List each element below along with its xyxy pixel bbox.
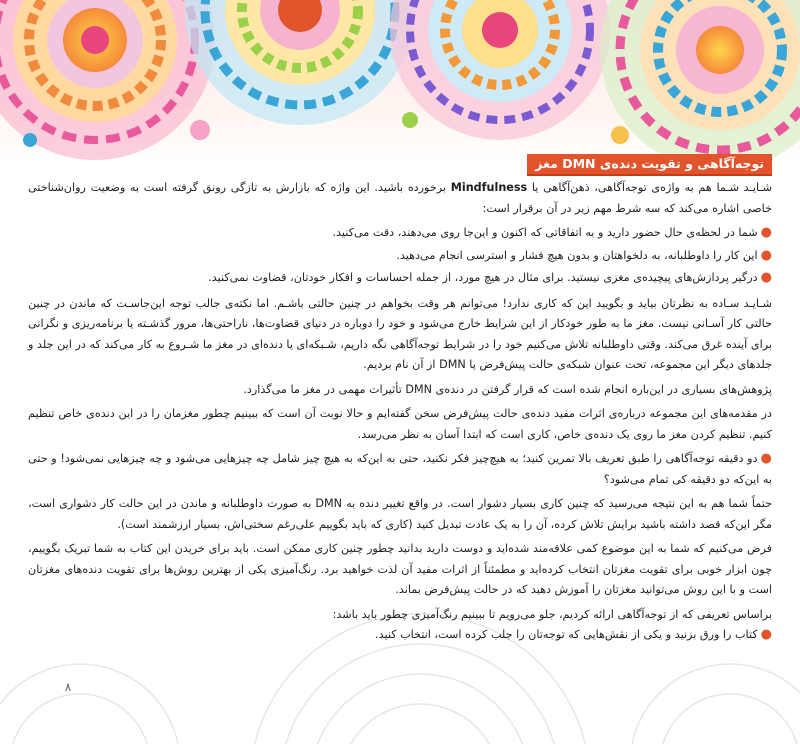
condition-text: این کار را داوطلبانه، به دلخواهتان و بدون هیچ فشار و استرسی انجام می‌دهید. — [396, 248, 758, 262]
bullet-icon: ● — [760, 247, 772, 263]
mandala-artwork — [0, 0, 800, 160]
mindfulness-term: Mindfulness — [450, 181, 528, 194]
exercise-item — [28, 449, 772, 490]
article-body — [28, 154, 772, 648]
bullet-icon: ● — [760, 225, 772, 240]
paragraph-definition: براساس تعریفی که از توجه‌آگاهی ارائه کردیم، جلو می‌رویم تا ببینیم رنگ‌آمیزی چطور باید باشد: — [332, 607, 772, 621]
condition-item — [28, 268, 772, 289]
intro-text-part1: شـایـد شـما هم به واژه‌ی توجه‌آگاهی، ذهن‌آگاهی یا — [527, 181, 772, 194]
section-title: توجه‌آگاهی و تقویت دنده‌ی DMN مغز — [527, 154, 772, 176]
paragraph-tuning: در مقدمه‌های این مجموعه درباره‌ی اثرات مفید دنده‌ی حالت پیش‌فرض سخن گفته‌ایم و حالا نوبت آن است که ببینیم چطور مغزمان را در این دنده‌ی خاص تنظیم کنیم. تنظیم کردن مغز ما روی یک دنده‌ی خاص، کاری است که ابتدا آسان به نظر می‌رسد. — [28, 407, 772, 441]
intro-text-part2: برخورده باشید. این واژه که بازارش به تازگی رونق گرفته است به وضعیت روان‌شناختی خاصی اشاره می‌کند که سه شرط مهم زیر در آن برقرار است: — [28, 181, 772, 215]
page-number: ۸ — [64, 680, 72, 694]
condition-item — [28, 246, 772, 267]
paragraph-coloring: فرض می‌کنیم که شما به این موضوع کمی علاقه‌مند شده‌اید و دوست دارید بدانید چطور چنین کاری ممکن است. باید برای خریدن این کتاب به شما تبریک بگوییم، چون ابزار خوبی برای تقویت مغزتان انتخاب کرده‌اید و مطمئناً از اثرات مفید آن لذت خواهید برد. رنگ‌آمیزی یکی از بهترین روش‌ها برای تقویت دنده‌های مغزتان است و با این روش می‌توانید مغزتان را آموزش دهید که در حالت پیش‌فرض بماند. — [28, 542, 772, 596]
bullet-icon: ● — [760, 627, 772, 642]
paragraph-dmn-intro: شـایـد سـاده به نظرتان بیاید و بگویید این که کاری ندارد! می‌توانم هر وقت بخواهم در چنین حالتی باشـم. اما نکته‌ی جالب توجه این‌جاسـت که ماندن در چنین حالتی کار آسـانی نیست. مغز ما به طور خودکار از این شرایط خارج می‌شود و خود را دوباره در دنیای قضاوت‌ها، ناراحتی‌ها، مرور گذشـته یا برنامه‌ریزی و نگرانی برای آینده غرق می‌کند. وقتی داوطلبانه تلاش می‌کنیم خود را در شرایط توجه‌آگاهی نگه داریم، شـبکه‌ای یا دنده‌ای در مغز ما شـروع به کار می‌کند که در این جلد و جلدهای دیگر این مجموعه، تحت عنوان شبکه‌ی حالت پیش‌فرض یا DMN از آن نام بردیم. — [28, 296, 772, 371]
condition-text: درگیر پردازش‌های پیچیده‌ی مغزی نیستید. برای مثال در هیچ مورد، از جمله احساسات و افکار خودتان، قضاوت نمی‌کنید. — [208, 271, 758, 284]
paragraph-difficulty: حتماً شما هم به این نتیجه می‌رسید که چنین کاری بسیار دشوار است. در واقع تغییر دنده به DMN به صورت داوطلبانه و ماندن در این حالت کار دشواری است، مگر این‌که قصد داشته باشید برایش تلاش کرده، آن را به یک عادت تبدیل کنید (کاری که باید بگوییم علی‌رغم سختی‌اش، بسیار ارزشمند است). — [28, 497, 773, 531]
intro-paragraph — [28, 178, 772, 219]
bullet-icon: ● — [760, 451, 772, 466]
bullet-icon: ● — [760, 270, 772, 285]
paragraph-research: پژوهش‌های بسیاری در این‌باره انجام شده است که قرار گرفتن در دنده‌ی DMN تأثیرات مهمی در مغز ما می‌گذارد. — [243, 382, 772, 396]
condition-item — [28, 223, 772, 244]
mandala-header-illustration — [0, 0, 800, 160]
final-instruction-item — [28, 625, 772, 646]
condition-text: شما در لحظه‌ی حال حضور دارید و به اتفاقاتی که اکنون و این‌جا روی می‌دهند، دقت می‌کنید. — [332, 226, 758, 239]
final-instruction-text: کتاب را ورق بزنید و یکی از نقش‌هایی که توجه‌تان را جلب کرده است، انتخاب کنید. — [375, 628, 758, 641]
exercise-text: دو دقیقه توجه‌آگاهی را طبق تعریف بالا تمرین کنید؛ به هیچ‌چیز فکر نکنید، حتی به این‌که به هیچ چیز شامل چه چیزهایی می‌شود و چه چیزهایی نمی‌شود! و حتی به این‌که دو دقیقه کی تمام می‌شود؟ — [28, 452, 772, 486]
